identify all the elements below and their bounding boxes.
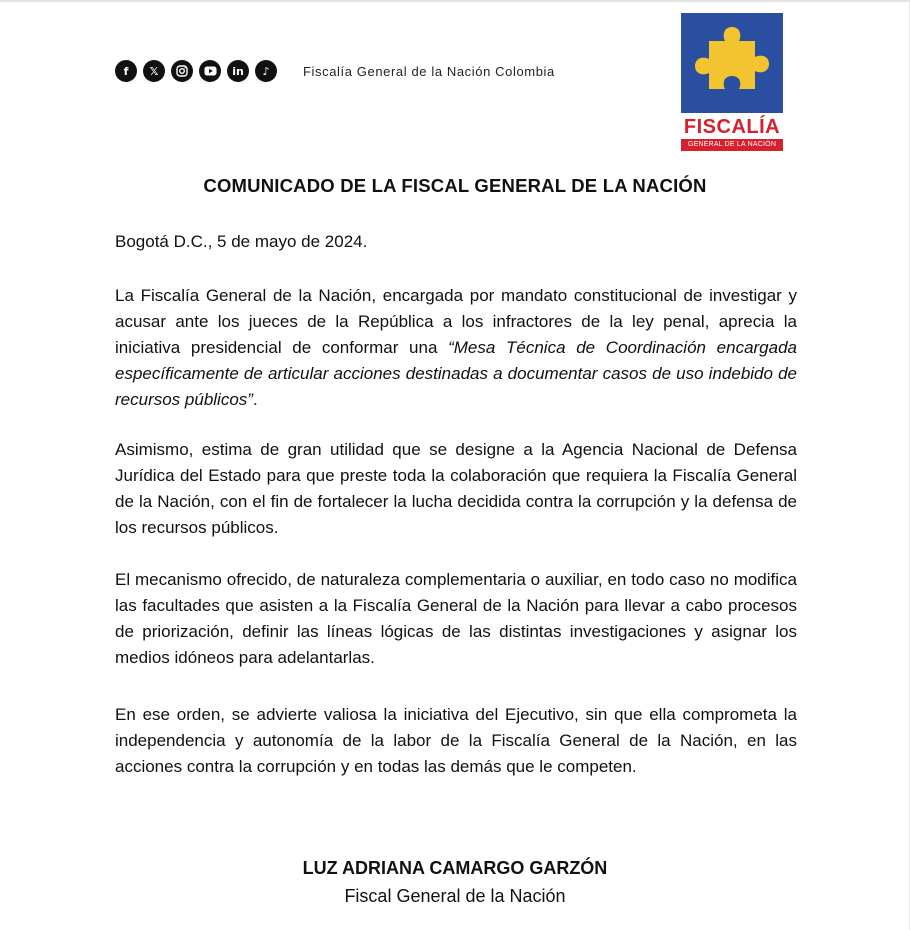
- signature-role: Fiscal General de la Nación: [344, 886, 566, 906]
- paragraph-1-quote: “Mesa Técnica de Coordinación encargada específicamente de articular acciones destinadas a documentar casos de uso indebido de recursos públicos”: [115, 338, 798, 409]
- paragraph-2: Asimismo, estima de gran utilidad que se designe a la Agencia Nacional de Defensa Jurídica del Estado para que preste toda la colaboración que requiera la Fiscalía General de la Nación, con el fin de fortalecer la lucha decidida contra la corrupción y la defensa de los recursos públicos.: [115, 440, 797, 537]
- paragraph-4: En ese orden, se advierte valiosa la iniciativa del Ejecutivo, sin que ella comprometa la independencia y autonomía de la labor de la Fiscalía General de la Nación, en las acciones contra la corrupción y en todas las demás que le competen.: [115, 705, 797, 776]
- linkedin-icon[interactable]: in: [227, 60, 249, 82]
- tiktok-icon[interactable]: ♪: [255, 60, 277, 82]
- document-title: COMUNICADO DE LA FISCAL GENERAL DE LA NACIÓN: [203, 175, 707, 196]
- paragraph-1-end: .: [252, 390, 258, 409]
- logo-wordmark: FISCALÍA: [683, 116, 781, 138]
- x-icon[interactable]: 𝕏: [143, 60, 165, 82]
- signature-name: LUZ ADRIANA CAMARGO GARZÓN: [302, 858, 608, 878]
- social-bar: [115, 60, 555, 82]
- youtube-icon[interactable]: [199, 60, 221, 82]
- paragraph-3: El mecanismo ofrecido, de naturaleza complementaria o auxiliar, en todo caso no modifica las facultades que asisten a la Fiscalía General de la Nación para llevar a cabo procesos de priorización, definir las líneas lógicas de las distintas investigaciones y asignar los medios idóneos para adelantarlas.: [115, 570, 797, 667]
- instagram-icon[interactable]: [171, 60, 193, 82]
- organization-name: Fiscalía General de la Nación Colombia: [303, 63, 555, 79]
- top-border: [0, 0, 910, 2]
- document-date: Bogotá D.C., 5 de mayo de 2024.: [115, 232, 368, 251]
- puzzle-piece-icon: [681, 13, 783, 113]
- paragraph-1: [115, 283, 797, 413]
- logo-blue-square: [681, 13, 783, 113]
- facebook-icon[interactable]: f: [115, 60, 137, 82]
- paragraph-1-text: La Fiscalía General de la Nación, encargada por mandato constitucional de investigar y acusar ante los jueces de la República a los infractores de la ley penal, aprecia la iniciativa presidencial de conformar una: [115, 286, 797, 357]
- logo-subtitle: GENERAL DE LA NACIÓN: [681, 139, 783, 151]
- fiscalia-logo: [681, 13, 783, 153]
